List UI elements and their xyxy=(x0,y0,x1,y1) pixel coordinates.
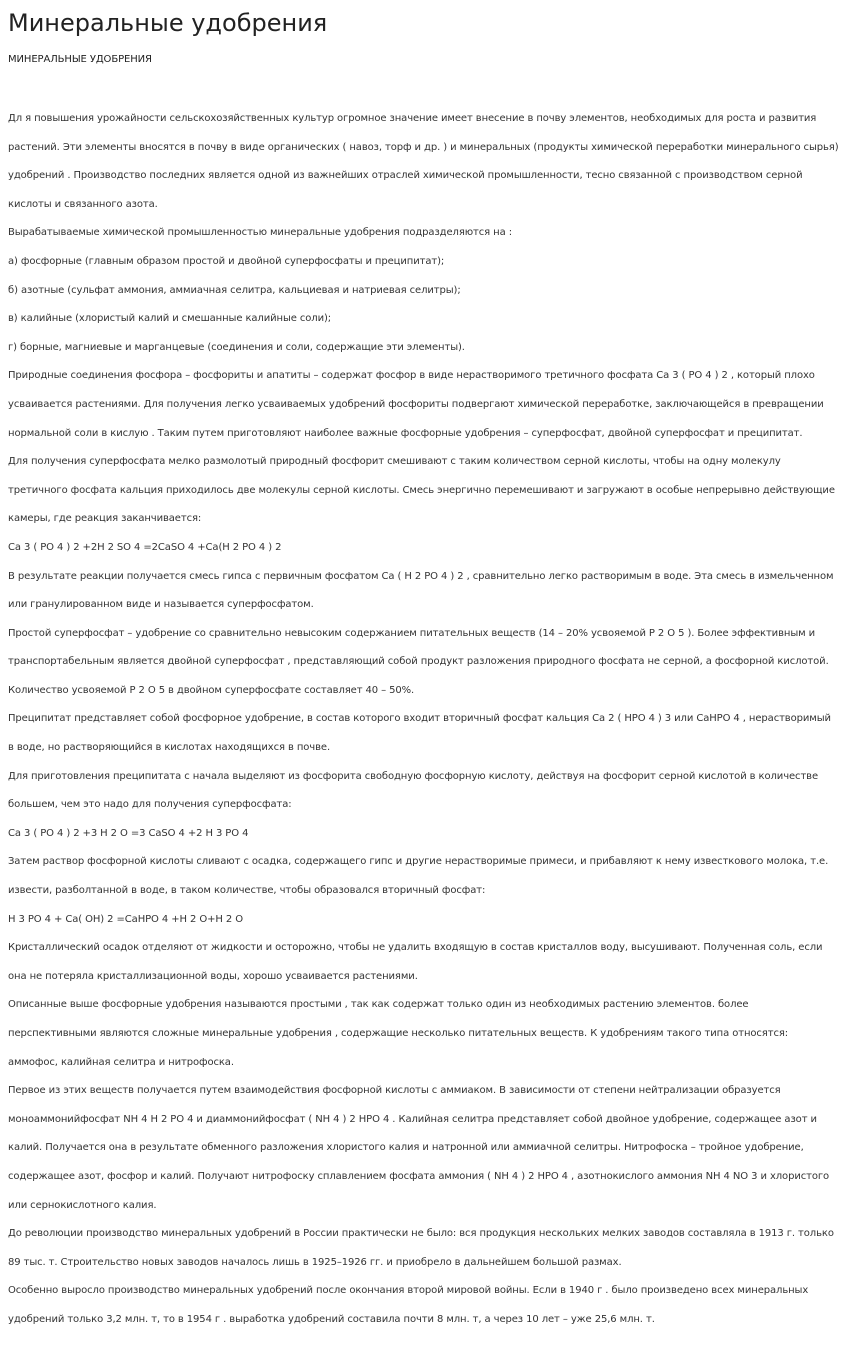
list-item: г) борные, магниевые и марганцевые (соединения и соли, содержащие эти элементы). xyxy=(8,341,465,353)
paragraph: Затем раствор фосфорной кислоты сливают с осадка, содержащего гипс и другие нерастворимые примеси, и прибавляют к нему известкового молока, т.е. извести, разболтанной в воде, в таком количестве, чтобы образовался вторичный фосфат: xyxy=(8,856,829,897)
list-item: б) азотные (сульфат аммония, аммиачная селитра, кальциевая и натриевая селитры); xyxy=(8,284,461,296)
paragraph: Преципитат представляет собой фосфорное удобрение, в состав которого входит вторичный фосфат кальция Ca 2 ( HPO 4 ) 3 или CaHPO 4 , нерастворимый в воде, но растворяющийся в кислотах находящихся в почве. xyxy=(8,713,831,754)
paragraph: Для приготовления преципитата с начала выделяют из фосфорита свободную фосфорную кислоту, действуя на фосфорит серной кислотой в количестве большем, чем это надо для получения суперфосфата: xyxy=(8,770,819,811)
chemical-equation: H 3 PO 4 + Ca( OH) 2 =CaHPO 4 +H 2 O+H 2 O xyxy=(8,913,244,925)
paragraph: Описанные выше фосфорные удобрения называются простыми , так как содержат только один из необходимых растению элементов. более перспективными являются сложные минеральные удобрения , содержащие несколько питательных веществ. К удобрениям такого типа относятся: аммофос, калийная селитра и нитрофоска. xyxy=(8,999,789,1068)
article-body xyxy=(8,105,839,1335)
list-item: а) фосфорные (главным образом простой и двойной суперфосфаты и преципитат); xyxy=(8,255,445,267)
chemical-equation: Ca 3 ( PO 4 ) 2 +3 H 2 O =3 CaSO 4 +2 H 3 PO 4 xyxy=(8,827,249,839)
paragraph: Особенно выросло производство минеральных удобрений после окончания второй мировой войны. Если в 1940 г . было произведено всех минеральных удобрений только 3,2 млн. т, то в 1954 г . выработка удобрений составила почти 8 млн. т, а через 10 лет – уже 25,6 млн. т. xyxy=(8,1285,809,1325)
list-item: в) калийные (хлористый калий и смешанные калийные соли); xyxy=(8,313,332,325)
paragraph: Простой суперфосфат – удобрение со сравнительно невысоким содержанием питательных веществ (14 – 20% усвояемой P 2 O 5 ). Более эффективным и транспортабельным является двойной суперфосфат , представляющий собой продукт разложения природного фосфата не серной, а фосфорной кислотой. Количество усвояемой P 2 O 5 в двойном суперфосфате составляет 40 – 50%. xyxy=(8,627,829,696)
paragraph: В результате реакции получается смесь гипса с первичным фосфатом Ca ( H 2 PO 4 ) 2 , сравнительно легко растворимым в воде. Эта смесь в измельченном или гранулированном виде и называется суперфосфатом. xyxy=(8,570,834,611)
chemical-equation: Ca 3 ( PO 4 ) 2 +2H 2 SO 4 =2CaSO 4 +Ca(H 2 PO 4 ) 2 xyxy=(8,541,282,553)
paragraph: Вырабатываемые химической промышленностью минеральные удобрения подразделяются на : xyxy=(8,227,512,239)
paragraph: Для получения суперфосфата мелко размолотый природный фосфорит смешивают с таким количеством серной кислоты, чтобы на одну молекулу третичного фосфата кальция приходилось две молекулы серной кислоты. Смесь энергично перемешивают и загружают в особые непрерывно действующие камеры, где реакция заканчивается: xyxy=(8,456,835,525)
page-title: Минеральные удобрения xyxy=(8,9,328,37)
paragraph: До революции производство минеральных удобрений в России практически не было: вся продукция нескольких мелких заводов составляла в 1913 г. только 89 тыс. т. Строительство новых заводов началось лишь в 1925–1926 гг. и приобрело в дальнейшем большой размах. xyxy=(8,1228,834,1268)
paragraph: Дл я повышения урожайности сельскохозяйственных культур огромное значение имеет внесение в почву элементов, необходимых для роста и развития растений. Эти элементы вносятся в почву в виде органических ( навоз, торф и др. ) и минеральных (продукты химической переработки минерального сырья) удобрений . Производство последних является одной из важнейших отраслей химической промышленности, тесно связанной с производством серной кислоты и связанного азота. xyxy=(8,113,839,210)
paragraph: Первое из этих веществ получается путем взаимодействия фосфорной кислоты с аммиаком. В зависимости от степени нейтрализации образуется моноаммонийфосфат NH 4 H 2 PO 4 и диаммонийфосфат ( NH 4 ) 2 HPO 4 . Калийная селитра представляет собой двойное удобрение, содержащее азот и калий. Получается она в результате обменного разложения хлористого калия и натронной или аммиачной селитры. Нитрофоска – тройное удобрение, содержащее азот, фосфор и калий. Получают нитрофоску сплавлением фосфата аммония ( NH 4 ) 2 HPO 4 , азотнокислого аммония NH 4 NO 3 и хлористого или сернокислотного калия. xyxy=(8,1085,830,1211)
paragraph: Кристаллический осадок отделяют от жидкости и осторожно, чтобы не удалить входящую в состав кристаллов воду, высушивают. Полученная соль, если она не потеряла кристаллизационной воды, хорошо усваивается растениями. xyxy=(8,942,823,982)
page-subtitle: МИНЕРАЛЬНЫЕ УДОБРЕНИЯ xyxy=(8,54,152,65)
paragraph: Природные соединения фосфора – фосфориты и апатиты – содержат фосфор в виде нерастворимого третичного фосфата Ca 3 ( PO 4 ) 2 , который плохо усваивается растениями. Для получения легко усваиваемых удобрений фосфориты подвергают химической переработке, заключающейся в превращении нормальной соли в кислую . Таким путем приготовляют наиболее важные фосфорные удобрения – суперфосфат, двойной суперфосфат и преципитат. xyxy=(8,370,824,439)
